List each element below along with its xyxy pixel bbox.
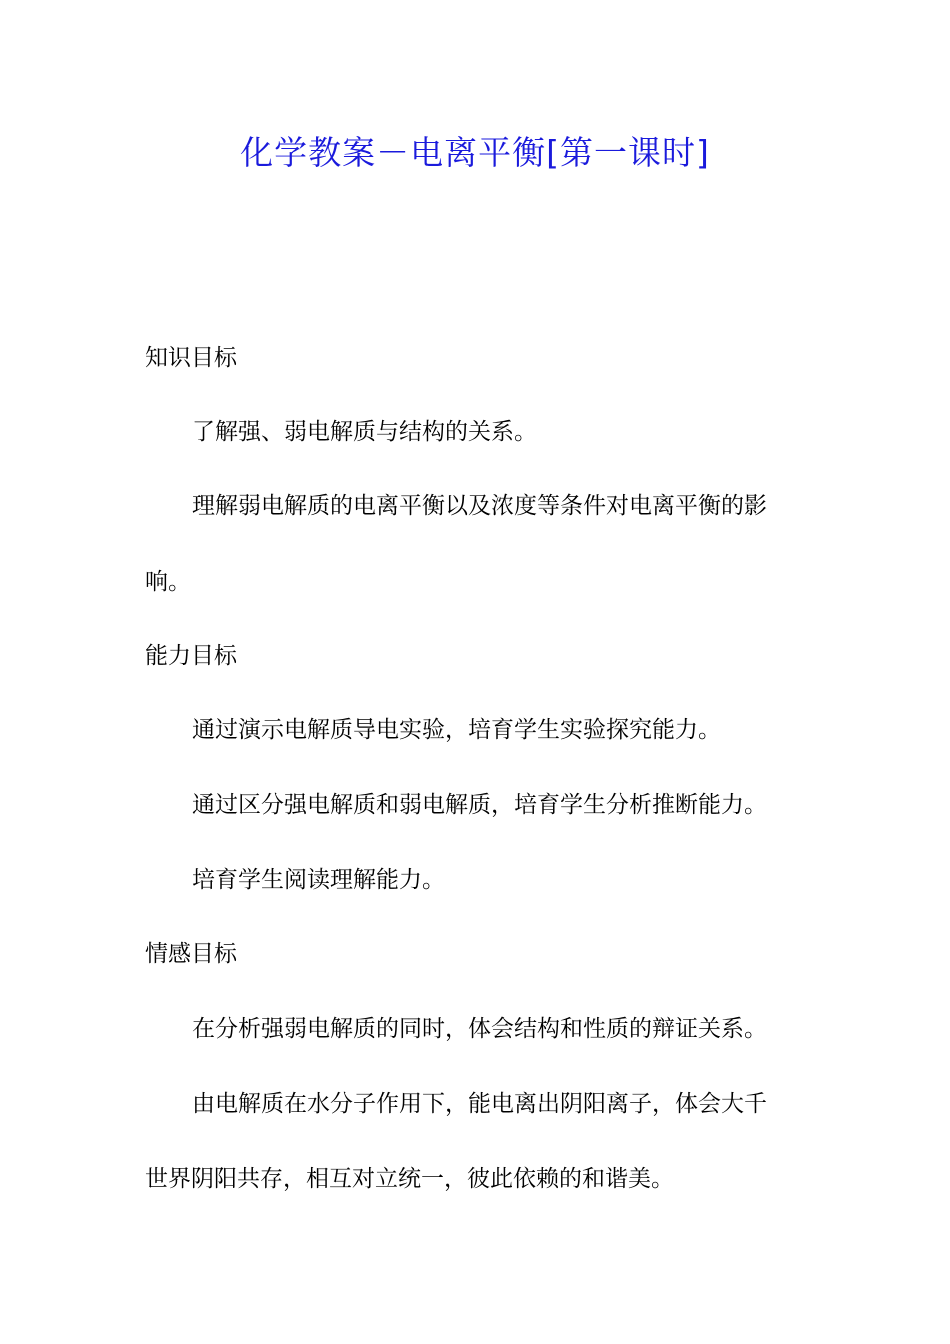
paragraph-line: 在分析强弱电解质的同时，体会结构和性质的辩证关系。 bbox=[192, 1016, 767, 1042]
paragraph-line: 理解弱电解质的电离平衡以及浓度等条件对电离平衡的影 bbox=[192, 493, 767, 519]
paragraph-line: 由电解质在水分子作用下，能电离出阴阳离子，体会大千 bbox=[192, 1091, 767, 1117]
heading-knowledge-goals: 知识目标 bbox=[145, 345, 237, 371]
paragraph-line: 通过区分强电解质和弱电解质，培育学生分析推断能力。 bbox=[192, 792, 767, 818]
heading-ability-goals: 能力目标 bbox=[145, 643, 237, 669]
heading-emotion-goals: 情感目标 bbox=[145, 941, 237, 967]
paragraph-line: 响。 bbox=[145, 569, 191, 595]
paragraph-line: 通过演示电解质导电实验，培育学生实验探究能力。 bbox=[192, 717, 721, 743]
paragraph-line: 了解强、弱电解质与结构的关系。 bbox=[192, 419, 537, 445]
document-title: 化学教案－电离平衡[第一课时] bbox=[240, 133, 710, 172]
paragraph-line: 世界阴阳共存，相互对立统一，彼此依赖的和谐美。 bbox=[145, 1166, 674, 1192]
paragraph-line: 培育学生阅读理解能力。 bbox=[192, 867, 445, 893]
